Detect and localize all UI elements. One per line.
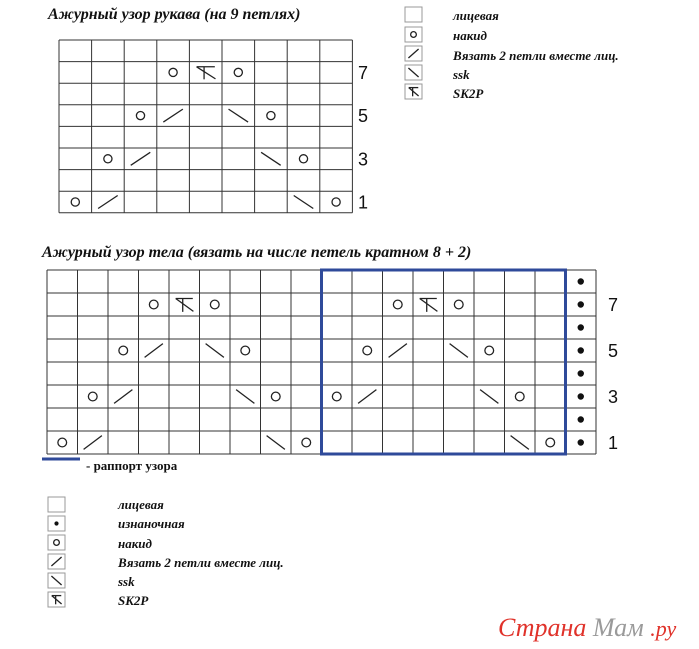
body-legend-k2tog-icon bbox=[51, 557, 61, 566]
body-yo-symbol bbox=[546, 438, 555, 447]
body-k2tog-symbol bbox=[114, 390, 132, 404]
body-yo-symbol bbox=[485, 346, 494, 355]
sleeve-ssk-symbol bbox=[229, 109, 249, 122]
body-row-label: 3 bbox=[608, 386, 619, 407]
body-yo-symbol bbox=[393, 300, 402, 309]
body-purl-symbol bbox=[578, 439, 584, 445]
sleeve-k2tog-symbol bbox=[98, 196, 118, 209]
body-yo-symbol bbox=[271, 392, 280, 401]
body-row-label: 1 bbox=[608, 432, 619, 453]
sleeve-yo-symbol bbox=[71, 198, 79, 206]
body-legend-sk2p-icon bbox=[52, 596, 62, 605]
body-legend-yo-icon bbox=[54, 540, 60, 546]
sleeve-row-label: 1 bbox=[358, 192, 369, 213]
body-legend-box bbox=[48, 497, 65, 512]
body-yo-symbol bbox=[302, 438, 311, 447]
body-ssk-symbol bbox=[206, 344, 224, 358]
body-ssk-symbol bbox=[236, 390, 254, 404]
sleeve-row-label: 3 bbox=[358, 149, 369, 170]
body-legend-label-yo: накид bbox=[118, 536, 152, 551]
sleeve-chart-title: Ажурный узор рукава (на 9 петлях) bbox=[48, 6, 301, 23]
body-purl-symbol bbox=[578, 278, 584, 284]
sleeve-yo-symbol bbox=[104, 155, 112, 163]
body-ssk-symbol bbox=[267, 436, 285, 450]
sleeve-k2tog-symbol bbox=[131, 152, 151, 165]
body-legend-label-purl: изнаночная bbox=[118, 516, 185, 531]
sleeve-yo-symbol bbox=[267, 111, 275, 119]
sleeve-legend-k2tog-icon bbox=[408, 49, 418, 58]
sleeve-yo-symbol bbox=[169, 68, 177, 76]
body-sk2p-symbol bbox=[176, 299, 194, 312]
body-sk2p-symbol bbox=[420, 299, 438, 312]
sleeve-row-label: 5 bbox=[358, 106, 369, 127]
body-yo-symbol bbox=[88, 392, 97, 401]
sleeve-yo-symbol bbox=[234, 68, 242, 76]
body-k2tog-symbol bbox=[145, 344, 163, 358]
watermark-gray: Мам bbox=[592, 613, 644, 642]
body-k2tog-symbol bbox=[389, 344, 407, 358]
body-k2tog-symbol bbox=[84, 436, 102, 450]
body-ssk-symbol bbox=[480, 390, 498, 404]
body-legend-ssk-icon bbox=[51, 576, 61, 585]
body-yo-symbol bbox=[515, 392, 524, 401]
watermark-suffix: .ру bbox=[650, 616, 677, 641]
sleeve-legend-sk2p-icon bbox=[409, 88, 419, 97]
body-yo-symbol bbox=[363, 346, 372, 355]
sleeve-legend-label-yo: накид bbox=[453, 28, 487, 43]
body-yo-symbol bbox=[454, 300, 463, 309]
repeat-legend-label: - раппорт узора bbox=[86, 458, 178, 473]
body-legend-label-knit: лицевая bbox=[118, 497, 164, 512]
body-yo-symbol bbox=[210, 300, 219, 309]
body-purl-symbol bbox=[578, 324, 584, 330]
sleeve-ssk-symbol bbox=[261, 152, 281, 165]
sleeve-ssk-symbol bbox=[294, 196, 314, 209]
body-k2tog-symbol bbox=[358, 390, 376, 404]
sleeve-legend-ssk-icon bbox=[408, 68, 418, 77]
body-yo-symbol bbox=[119, 346, 128, 355]
body-yo-symbol bbox=[241, 346, 250, 355]
body-ssk-symbol bbox=[450, 344, 468, 358]
sleeve-sk2p-symbol bbox=[197, 67, 216, 80]
sleeve-k2tog-symbol bbox=[163, 109, 183, 122]
sleeve-legend-label-k2tog: Вязать 2 петли вместе лиц. bbox=[453, 48, 619, 63]
sleeve-yo-symbol bbox=[299, 155, 307, 163]
body-purl-symbol bbox=[578, 393, 584, 399]
sleeve-row-label: 7 bbox=[358, 62, 369, 83]
body-legend-label-sk2p: SK2P bbox=[118, 593, 149, 608]
body-purl-symbol bbox=[578, 347, 584, 353]
body-legend-label-ssk: ssk bbox=[118, 574, 135, 589]
body-row-label: 5 bbox=[608, 340, 619, 361]
body-purl-symbol bbox=[578, 370, 584, 376]
body-legend-purl-icon bbox=[54, 521, 58, 525]
body-legend-label-k2tog: Вязать 2 петли вместе лиц. bbox=[118, 555, 284, 570]
sleeve-legend-box bbox=[405, 27, 422, 42]
watermark-red: Страна bbox=[498, 613, 587, 642]
body-purl-symbol bbox=[578, 301, 584, 307]
body-ssk-symbol bbox=[511, 436, 529, 450]
sleeve-legend-label-sk2p: SK2P bbox=[453, 86, 484, 101]
sleeve-legend-yo-icon bbox=[411, 32, 417, 38]
sleeve-yo-symbol bbox=[332, 198, 340, 206]
body-chart-title: Ажурный узор тела (вязать на числе петель кратном 8 + 2) bbox=[42, 244, 472, 261]
sleeve-legend-box bbox=[405, 7, 422, 22]
body-yo-symbol bbox=[149, 300, 158, 309]
sleeve-legend-label-knit: лицевая bbox=[453, 8, 499, 23]
body-row-label: 7 bbox=[608, 294, 619, 315]
body-purl-symbol bbox=[578, 416, 584, 422]
sleeve-yo-symbol bbox=[136, 111, 144, 119]
body-yo-symbol bbox=[58, 438, 67, 447]
body-yo-symbol bbox=[332, 392, 341, 401]
sleeve-legend-label-ssk: ssk bbox=[453, 67, 470, 82]
body-legend-box bbox=[48, 535, 65, 550]
